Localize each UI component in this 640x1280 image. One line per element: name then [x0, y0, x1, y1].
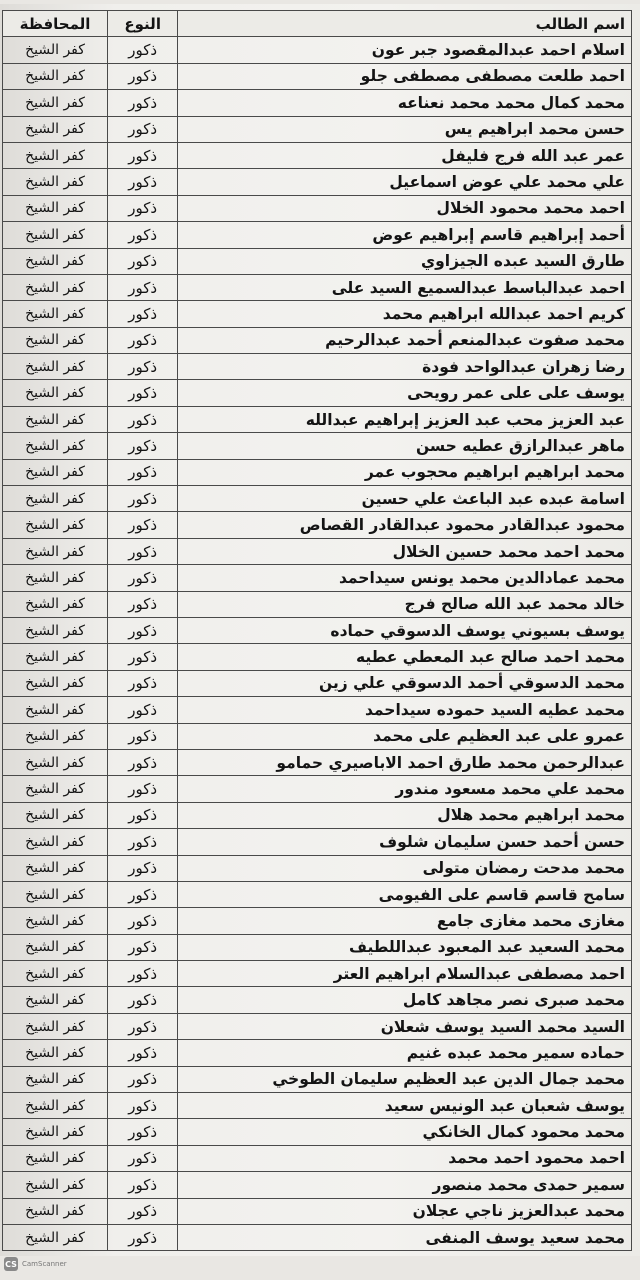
governorate-cell: كفر الشيخ [3, 802, 108, 828]
table-row [3, 1013, 632, 1039]
governorate-cell: كفر الشيخ [3, 1172, 108, 1198]
table-row [3, 802, 632, 828]
student-name-cell: عمرو على عبد العظيم على محمد [178, 723, 632, 749]
table-row [3, 116, 632, 142]
student-name-cell: اسامة عبده عبد الباعث علي حسين [178, 486, 632, 512]
type-cell: ذكور [108, 63, 178, 89]
governorate-cell: كفر الشيخ [3, 222, 108, 248]
governorate-cell: كفر الشيخ [3, 380, 108, 406]
table-row [3, 327, 632, 353]
student-name-cell: يوسف بسيوني يوسف الدسوقي حماده [178, 617, 632, 643]
student-name-cell: محمد عمادالدين محمد يونس سيداحمد [178, 565, 632, 591]
governorate-cell: كفر الشيخ [3, 1066, 108, 1092]
governorate-cell: كفر الشيخ [3, 248, 108, 274]
camscanner-watermark [4, 1256, 67, 1272]
type-cell: ذكور [108, 1198, 178, 1224]
student-name-cell: احمد محمود احمد محمد [178, 1145, 632, 1171]
governorate-cell: كفر الشيخ [3, 723, 108, 749]
governorate-cell: كفر الشيخ [3, 617, 108, 643]
type-cell: ذكور [108, 354, 178, 380]
student-name-cell: خالد محمد عبد الله صالح فرج [178, 591, 632, 617]
type-cell: ذكور [108, 512, 178, 538]
student-name-cell: عمر عبد الله فرج فليفل [178, 142, 632, 168]
table-row [3, 195, 632, 221]
header-type: النوع [108, 11, 178, 37]
student-name-cell: محمد احمد محمد حسين الخلال [178, 538, 632, 564]
type-cell: ذكور [108, 327, 178, 353]
camscanner-text: CamScanner [22, 1260, 67, 1268]
type-cell: ذكور [108, 855, 178, 881]
student-name-cell: احمد عبدالباسط عبدالسميع السيد على [178, 274, 632, 300]
table-row [3, 934, 632, 960]
governorate-cell: كفر الشيخ [3, 1198, 108, 1224]
governorate-cell: كفر الشيخ [3, 934, 108, 960]
student-name-cell: حسن محمد ابراهيم يس [178, 116, 632, 142]
governorate-cell: كفر الشيخ [3, 1013, 108, 1039]
table-row [3, 1198, 632, 1224]
student-name-cell: محمد ابراهيم محمد هلال [178, 802, 632, 828]
table-row [3, 987, 632, 1013]
header-row [3, 11, 632, 37]
student-name-cell: رضا زهران عبدالواحد فودة [178, 354, 632, 380]
type-cell: ذكور [108, 195, 178, 221]
table-row [3, 1119, 632, 1145]
table-row [3, 433, 632, 459]
type-cell: ذكور [108, 934, 178, 960]
student-name-cell: علي محمد علي عوض اسماعيل [178, 169, 632, 195]
type-cell: ذكور [108, 749, 178, 775]
table-row [3, 565, 632, 591]
governorate-cell: كفر الشيخ [3, 855, 108, 881]
type-cell: ذكور [108, 802, 178, 828]
governorate-cell: كفر الشيخ [3, 274, 108, 300]
student-name-cell: عبد العزيز محب عبد العزيز إبراهيم عبدالله [178, 406, 632, 432]
student-name-cell: احمد محمد محمود الخلال [178, 195, 632, 221]
student-name-cell: محمد مدحت رمضان متولى [178, 855, 632, 881]
type-cell: ذكور [108, 1040, 178, 1066]
table-row [3, 1066, 632, 1092]
type-cell: ذكور [108, 591, 178, 617]
student-name-cell: اسلام احمد عبدالمقصود جبر عون [178, 37, 632, 63]
type-cell: ذكور [108, 301, 178, 327]
type-cell: ذكور [108, 1066, 178, 1092]
type-cell: ذكور [108, 222, 178, 248]
type-cell: ذكور [108, 538, 178, 564]
table-row [3, 406, 632, 432]
table-row [3, 1145, 632, 1171]
student-name-cell: حماده سمير محمد عبده غنيم [178, 1040, 632, 1066]
table-row [3, 459, 632, 485]
governorate-cell: كفر الشيخ [3, 1040, 108, 1066]
table-row [3, 142, 632, 168]
type-cell: ذكور [108, 274, 178, 300]
governorate-cell: كفر الشيخ [3, 961, 108, 987]
table-row [3, 644, 632, 670]
table-row [3, 301, 632, 327]
type-cell: ذكور [108, 908, 178, 934]
table-row [3, 908, 632, 934]
governorate-cell: كفر الشيخ [3, 301, 108, 327]
governorate-cell: كفر الشيخ [3, 142, 108, 168]
governorate-cell: كفر الشيخ [3, 697, 108, 723]
student-name-cell: محمد الدسوقي أحمد الدسوقي علي زين [178, 670, 632, 696]
table-row [3, 512, 632, 538]
student-name-cell: محمد عبدالعزيز ناجي عجلان [178, 1198, 632, 1224]
table-row [3, 63, 632, 89]
student-name-cell: محمد احمد صالح عبد المعطي عطيه [178, 644, 632, 670]
type-cell: ذكور [108, 1172, 178, 1198]
governorate-cell: كفر الشيخ [3, 63, 108, 89]
governorate-cell: كفر الشيخ [3, 354, 108, 380]
student-name-cell: سمير حمدى محمد منصور [178, 1172, 632, 1198]
type-cell: ذكور [108, 829, 178, 855]
table-row [3, 37, 632, 63]
camscanner-logo-icon: CS [4, 1257, 18, 1271]
header-student-name: اسم الطالب [178, 11, 632, 37]
governorate-cell: كفر الشيخ [3, 433, 108, 459]
governorate-cell: كفر الشيخ [3, 1093, 108, 1119]
governorate-cell: كفر الشيخ [3, 776, 108, 802]
student-name-cell: محمد جمال الدين عبد العظيم سليمان الطوخي [178, 1066, 632, 1092]
table-row [3, 354, 632, 380]
student-name-cell: حسن أحمد حسن سليمان شلوف [178, 829, 632, 855]
type-cell: ذكور [108, 617, 178, 643]
table-row [3, 881, 632, 907]
table-body [3, 37, 632, 1251]
table-row [3, 90, 632, 116]
table-row [3, 855, 632, 881]
governorate-cell: كفر الشيخ [3, 1224, 108, 1250]
type-cell: ذكور [108, 1145, 178, 1171]
governorate-cell: كفر الشيخ [3, 195, 108, 221]
governorate-cell: كفر الشيخ [3, 169, 108, 195]
type-cell: ذكور [108, 881, 178, 907]
student-name-cell: محمد سعيد يوسف المنفى [178, 1224, 632, 1250]
type-cell: ذكور [108, 169, 178, 195]
student-name-cell: أحمد إبراهيم قاسم إبراهيم عوض [178, 222, 632, 248]
type-cell: ذكور [108, 37, 178, 63]
type-cell: ذكور [108, 644, 178, 670]
student-name-cell: كريم احمد عبدالله ابراهيم محمد [178, 301, 632, 327]
governorate-cell: كفر الشيخ [3, 987, 108, 1013]
student-name-cell: محمد صفوت عبدالمنعم أحمد عبدالرحيم [178, 327, 632, 353]
governorate-cell: كفر الشيخ [3, 406, 108, 432]
governorate-cell: كفر الشيخ [3, 670, 108, 696]
table-row [3, 380, 632, 406]
student-name-cell: ماهر عبدالرازق عطيه حسن [178, 433, 632, 459]
type-cell: ذكور [108, 776, 178, 802]
student-name-cell: السيد محمد السيد يوسف شعلان [178, 1013, 632, 1039]
scanned-page [0, 4, 640, 1256]
student-name-cell: محمد ابراهيم ابراهيم محجوب عمر [178, 459, 632, 485]
student-name-cell: مغازى محمد مغازى جامع [178, 908, 632, 934]
governorate-cell: كفر الشيخ [3, 486, 108, 512]
student-name-cell: احمد طلعت مصطفى مصطفى جلو [178, 63, 632, 89]
table-row [3, 274, 632, 300]
table-row [3, 1040, 632, 1066]
governorate-cell: كفر الشيخ [3, 90, 108, 116]
governorate-cell: كفر الشيخ [3, 591, 108, 617]
student-name-cell: احمد مصطفى عبدالسلام ابراهيم العتر [178, 961, 632, 987]
student-name-cell: يوسف على على عمر رويحى [178, 380, 632, 406]
table-row [3, 538, 632, 564]
governorate-cell: كفر الشيخ [3, 908, 108, 934]
student-name-cell: طارق السيد عبده الجيزاوي [178, 248, 632, 274]
type-cell: ذكور [108, 90, 178, 116]
governorate-cell: كفر الشيخ [3, 565, 108, 591]
type-cell: ذكور [108, 486, 178, 512]
governorate-cell: كفر الشيخ [3, 116, 108, 142]
governorate-cell: كفر الشيخ [3, 459, 108, 485]
governorate-cell: كفر الشيخ [3, 644, 108, 670]
type-cell: ذكور [108, 697, 178, 723]
type-cell: ذكور [108, 670, 178, 696]
type-cell: ذكور [108, 433, 178, 459]
student-name-cell: محمد صبرى نصر مجاهد كامل [178, 987, 632, 1013]
table-row [3, 670, 632, 696]
student-name-cell: محمد علي محمد مسعود مندور [178, 776, 632, 802]
table-row [3, 749, 632, 775]
type-cell: ذكور [108, 723, 178, 749]
type-cell: ذكور [108, 1013, 178, 1039]
table-row [3, 486, 632, 512]
governorate-cell: كفر الشيخ [3, 1119, 108, 1145]
table-row [3, 723, 632, 749]
type-cell: ذكور [108, 116, 178, 142]
table-row [3, 697, 632, 723]
student-name-cell: محمد محمود كمال الخانكي [178, 1119, 632, 1145]
table-row [3, 248, 632, 274]
type-cell: ذكور [108, 406, 178, 432]
student-name-cell: محمد عطيه السيد حموده سيداحمد [178, 697, 632, 723]
governorate-cell: كفر الشيخ [3, 829, 108, 855]
student-name-cell: محمود عبدالقادر محمود عبدالقادر القصاص [178, 512, 632, 538]
table-row [3, 222, 632, 248]
governorate-cell: كفر الشيخ [3, 1145, 108, 1171]
type-cell: ذكور [108, 1093, 178, 1119]
governorate-cell: كفر الشيخ [3, 538, 108, 564]
governorate-cell: كفر الشيخ [3, 37, 108, 63]
type-cell: ذكور [108, 987, 178, 1013]
type-cell: ذكور [108, 459, 178, 485]
student-name-cell: محمد السعيد عبد المعبود عبداللطيف [178, 934, 632, 960]
governorate-cell: كفر الشيخ [3, 512, 108, 538]
type-cell: ذكور [108, 248, 178, 274]
type-cell: ذكور [108, 142, 178, 168]
table-row [3, 169, 632, 195]
student-name-cell: يوسف شعبان عبد الونيس سعيد [178, 1093, 632, 1119]
table-row [3, 617, 632, 643]
type-cell: ذكور [108, 1119, 178, 1145]
table-row [3, 1224, 632, 1250]
table-row [3, 961, 632, 987]
table-row [3, 776, 632, 802]
table-row [3, 829, 632, 855]
table-row [3, 1093, 632, 1119]
governorate-cell: كفر الشيخ [3, 881, 108, 907]
student-name-cell: عبدالرحمن محمد طارق احمد الاباصيري حمامو [178, 749, 632, 775]
table-row [3, 591, 632, 617]
governorate-cell: كفر الشيخ [3, 327, 108, 353]
type-cell: ذكور [108, 961, 178, 987]
student-table [2, 10, 632, 1251]
type-cell: ذكور [108, 1224, 178, 1250]
student-name-cell: محمد كمال محمد محمد نعناعه [178, 90, 632, 116]
header-governorate: المحافظة [3, 11, 108, 37]
type-cell: ذكور [108, 565, 178, 591]
governorate-cell: كفر الشيخ [3, 749, 108, 775]
table-row [3, 1172, 632, 1198]
type-cell: ذكور [108, 380, 178, 406]
student-name-cell: سامح قاسم قاسم على الفيومى [178, 881, 632, 907]
